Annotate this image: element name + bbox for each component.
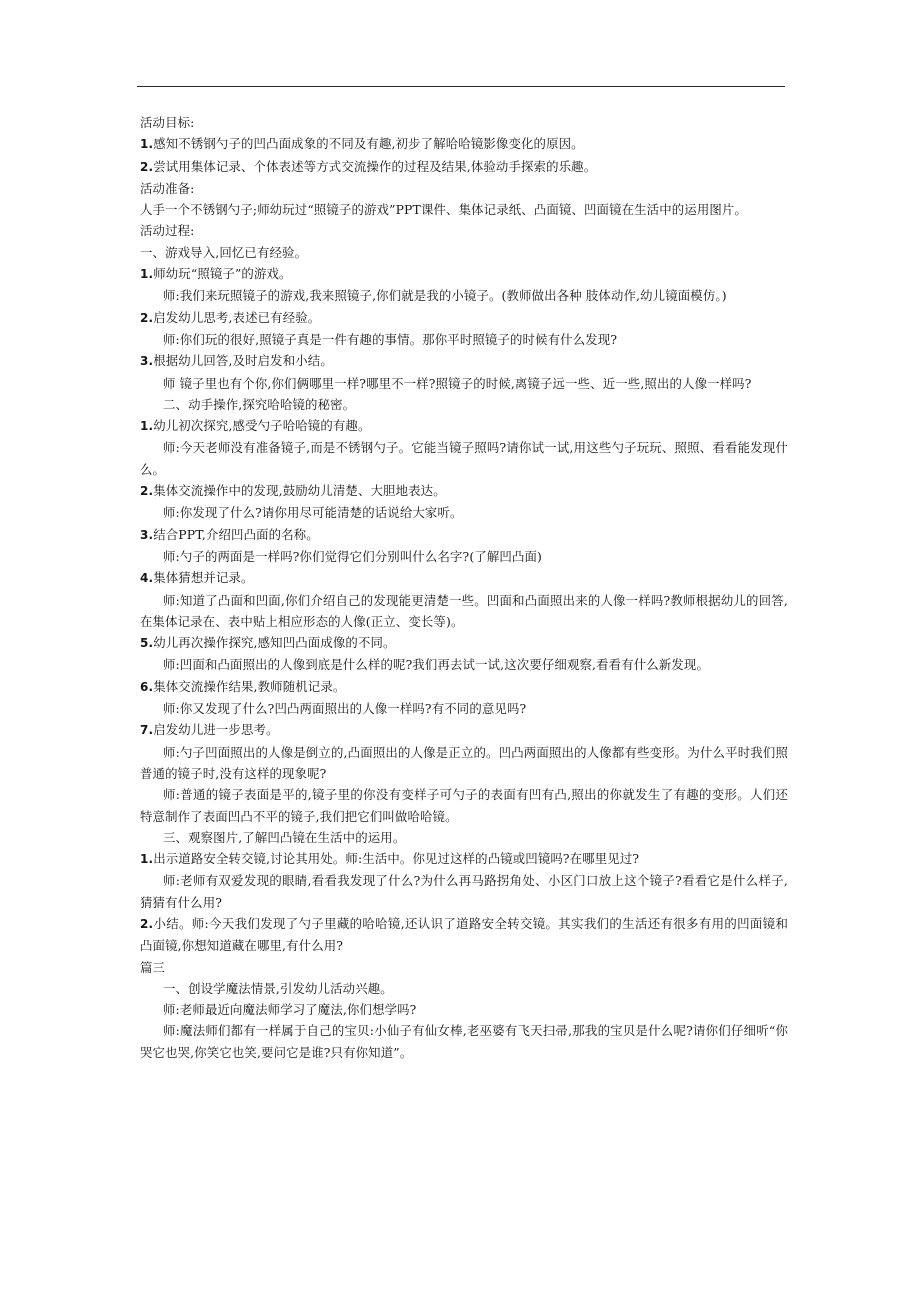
- header-divider-rule: [137, 86, 785, 87]
- document-paragraph: [140, 199, 788, 220]
- paragraph-text: 集体交流操作结果,教师随机记录。: [153, 678, 346, 694]
- paragraph-text: 师 镜子里也有个你,你们俩哪里一样?哪里不一样?照镜子的时候,离镜子远一些、近一些,照出的人像一样吗?: [163, 375, 752, 391]
- paragraph-text: 师:老师最近向魔法师学习了魔法,你们想学吗?: [163, 1002, 417, 1018]
- paragraph-text: 结合PPT,介绍凹凸面的名称。: [153, 526, 319, 542]
- paragraph-number: 3.: [140, 354, 154, 369]
- paragraph-text: 三、观察图片,了解凹凸镜在生活中的运用。: [163, 829, 406, 845]
- document-paragraph: [140, 870, 788, 913]
- document-paragraph: [140, 350, 788, 372]
- document-paragraph: [140, 719, 788, 741]
- document-paragraph: [140, 373, 788, 394]
- paragraph-text: 师:知道了凸面和凹面,你们介绍自己的发现能更清楚一些。凹面和凸面照出来的人像一样吗?教师根据幼儿的回答,在集体记录在、表中贴上相应形态的人像(正立、变长等)。: [140, 592, 788, 629]
- paragraph-text: 师:我们来玩照镜子的游戏,我来照镜子,你们就是我的小镜子。(教师做出各种 肢体动作,幼儿镜面模仿。): [163, 288, 727, 304]
- paragraph-text: 启发幼儿思考,表述已有经验。: [153, 309, 321, 325]
- paragraph-number: 2.: [140, 159, 154, 174]
- paragraph-text: 人手一个不锈钢勺子;师幼玩过“照镜子的游戏”PPT课件、集体记录纸、凸面镜、凹面镜在生活中的运用图片。: [140, 202, 748, 218]
- document-paragraph: [140, 632, 788, 654]
- document-paragraph: [140, 978, 788, 999]
- paragraph-text: 师:魔法师们都有一样属于自己的宝贝:小仙子有仙女棒,老巫婆有飞天扫帚,那我的宝贝是什么呢?请你们仔细听“你哭它也哭,你笑它也笑,要问它是谁?只有你知道”。: [140, 1023, 788, 1060]
- paragraph-text: 二、动手操作,探究哈哈镜的秘密。: [163, 396, 356, 412]
- paragraph-number: 2.: [140, 484, 154, 499]
- document-paragraph: [140, 329, 788, 350]
- paragraph-text: 师:勺子凹面照出的人像是倒立的,凸面照出的人像是正立的。凹凸两面照出的人像都有些变形。为什么平时我们照普通的镜子时,没有这样的现象呢?: [140, 744, 788, 781]
- paragraph-number: 7.: [140, 723, 154, 738]
- paragraph-text: 一、游戏导入,回忆已有经验。: [140, 244, 308, 260]
- document-paragraph: [140, 220, 788, 241]
- paragraph-text: 出示道路安全转交镜,讨论其用处。师:生活中。你见过这样的凸镜或凹镜吗?在哪里见过?: [153, 851, 640, 867]
- paragraph-number: 4.: [140, 571, 154, 586]
- paragraph-number: 3.: [140, 527, 154, 542]
- paragraph-number: 1.: [140, 137, 154, 152]
- paragraph-text: 师:勺子的两面是一样吗?你们觉得它们分别叫什么名字?(了解凹凸面): [163, 548, 543, 564]
- paragraph-text: 集体交流操作中的发现,鼓励幼儿清楚、大胆地表达。: [153, 483, 446, 499]
- paragraph-text: 尝试用集体记录、个体表述等方式交流操作的过程及结果,体验动手探索的乐趣。: [153, 158, 597, 174]
- document-paragraph: [140, 957, 788, 978]
- document-paragraph: [140, 524, 788, 546]
- document-paragraph: [140, 437, 788, 480]
- paragraph-number: 1.: [140, 267, 154, 282]
- paragraph-text: 活动过程:: [140, 223, 195, 239]
- paragraph-number: 5.: [140, 636, 154, 651]
- document-paragraph: [140, 156, 788, 178]
- document-paragraph: [140, 827, 788, 848]
- document-paragraph: [140, 112, 788, 133]
- paragraph-text: 师:凹面和凸面照出的人像到底是什么样的呢?我们再去试一试,这次要仔细观察,看看有什么新发现。: [163, 657, 710, 673]
- paragraph-text: 感知不锈钢勺子的凹凸面成象的不同及有趣,初步了解哈哈镜影像变化的原因。: [153, 136, 584, 152]
- paragraph-text: 幼儿再次操作探究,感知凹凸面成像的不同。: [153, 635, 396, 651]
- paragraph-text: 师:你又发现了什么?凹凸两面照出的人像一样吗?有不同的意见吗?: [163, 701, 527, 717]
- document-paragraph: [140, 263, 788, 285]
- paragraph-text: 师:你发现了什么?请你用尽可能清楚的话说给大家听。: [163, 505, 463, 521]
- document-paragraph: [140, 502, 788, 523]
- document-paragraph: [140, 480, 788, 502]
- document-paragraph: [140, 307, 788, 329]
- paragraph-text: 师幼玩“照镜子”的游戏。: [153, 266, 292, 282]
- paragraph-number: 2.: [140, 310, 154, 325]
- document-paragraph: [140, 285, 788, 306]
- paragraph-text: 根据幼儿回答,及时启发和小结。: [153, 353, 333, 369]
- paragraph-text: 活动目标:: [140, 115, 195, 130]
- paragraph-number: 1.: [140, 852, 154, 867]
- paragraph-text: 师:今天老师没有准备镜子,而是不锈钢勺子。它能当镜子照吗?请你试一试,用这些勺子玩玩、照照、看看能发现什么。: [140, 440, 788, 477]
- paragraph-text: 篇三: [140, 959, 166, 975]
- paragraph-text: 师:你们玩的很好,照镜子真是一件有趣的事情。那你平时照镜子的时候有什么发现?: [163, 331, 618, 347]
- document-paragraph: [140, 178, 788, 199]
- paragraph-number: 6.: [140, 679, 154, 694]
- document-paragraph: [140, 742, 788, 785]
- document-paragraph: [140, 654, 788, 675]
- document-paragraph: [140, 567, 788, 589]
- paragraph-text: 幼儿初次探究,感受勺子哈哈镜的有趣。: [153, 418, 371, 434]
- document-paragraph: [140, 999, 788, 1020]
- document-paragraph: [140, 784, 788, 827]
- paragraph-text: 小结。师:今天我们发现了勺子里藏的哈哈镜,还认识了道路安全转交镜。其实我们的生活还有很多有用的凹面镜和凸面镜,你想知道藏在哪里,有什么用?: [140, 915, 788, 954]
- document-paragraph: [140, 913, 788, 957]
- document-paragraph: [140, 133, 788, 155]
- paragraph-text: 活动准备:: [140, 180, 195, 196]
- paragraph-number: 2.: [140, 916, 154, 931]
- paragraph-text: 集体猜想并记录。: [153, 570, 254, 586]
- document-paragraph: [140, 590, 788, 633]
- paragraph-text: 启发幼儿进一步思考。: [153, 722, 279, 738]
- document-paragraph: [140, 415, 788, 437]
- document-paragraph: [140, 394, 788, 415]
- paragraph-text: 师:老师有双爱发现的眼睛,看看我发现了什么?为什么再马路拐角处、小区门口放上这个镜子?看看它是什么样子,猜猜有什么用?: [140, 873, 788, 910]
- document-body: [140, 112, 788, 1063]
- paragraph-text: 一、创设学魔法情景,引发幼儿活动兴趣。: [163, 980, 393, 996]
- document-paragraph: [140, 676, 788, 698]
- paragraph-text: 师:普通的镜子表面是平的,镜子里的你没有变样子可勺子的表面有凹有凸,照出的你就发生了有趣的变形。人们还特意制作了表面凹凸不平的镜子,我们把它们叫做哈哈镜。: [140, 787, 788, 824]
- paragraph-number: 1.: [140, 419, 154, 434]
- document-paragraph: [140, 242, 788, 263]
- document-paragraph: [140, 1020, 788, 1063]
- document-paragraph: [140, 698, 788, 719]
- document-paragraph: [140, 546, 788, 567]
- document-paragraph: [140, 848, 788, 870]
